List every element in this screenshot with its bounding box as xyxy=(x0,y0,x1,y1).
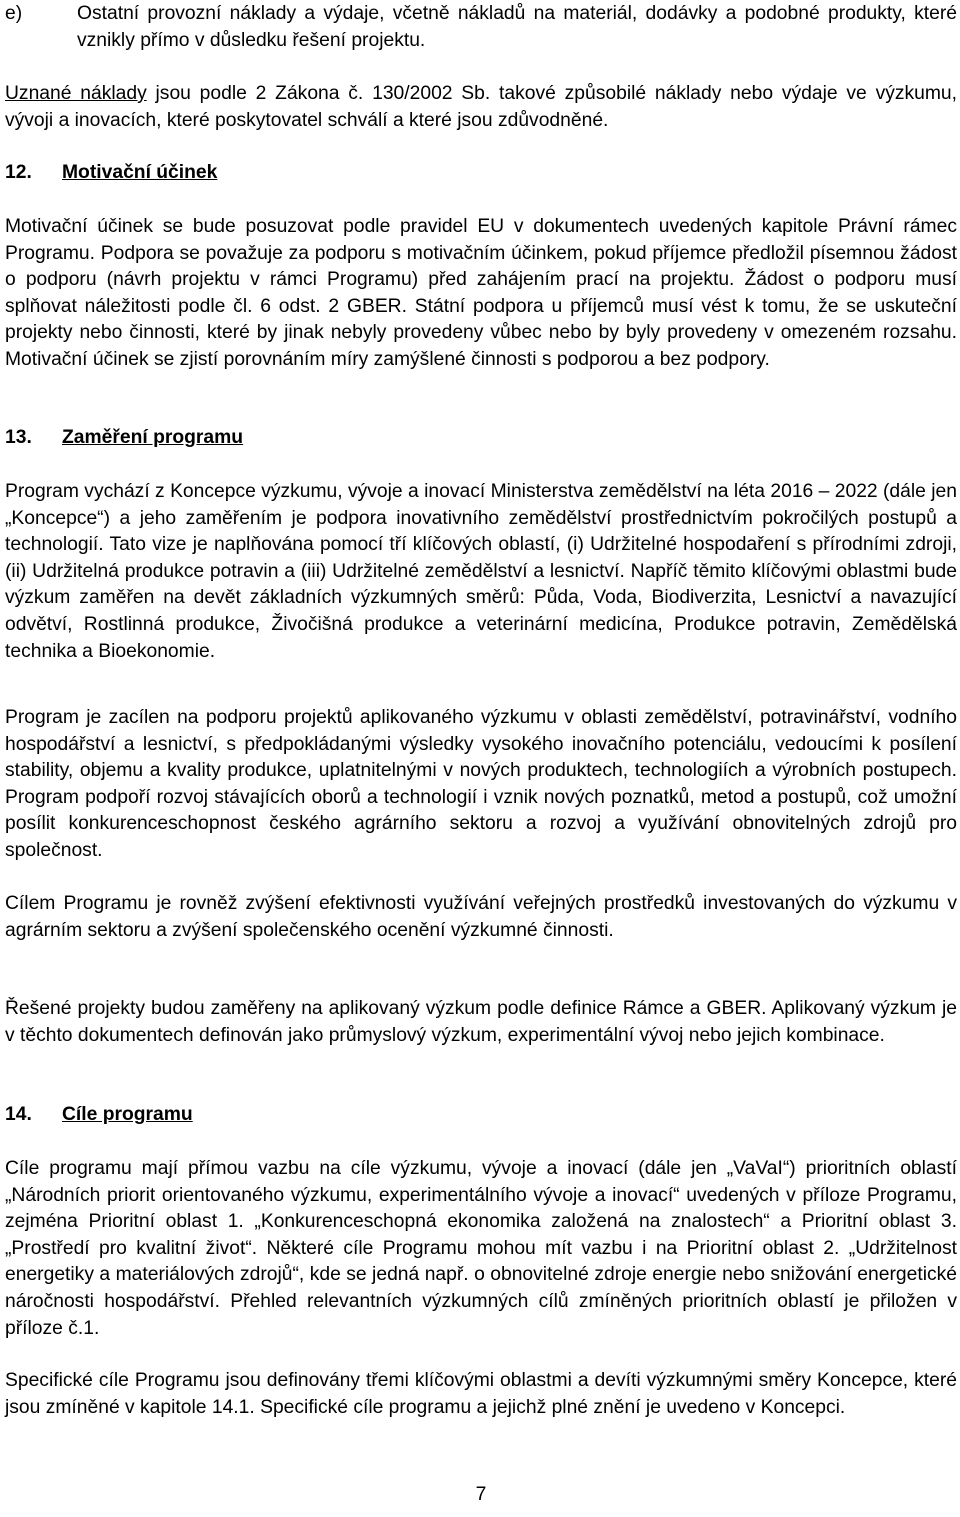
section-number: 13. xyxy=(5,427,32,448)
section-number: 14. xyxy=(5,1104,32,1125)
section-title: Motivační účinek xyxy=(62,162,218,183)
eligible-costs-term: Uznané náklady xyxy=(5,83,147,104)
section-title: Cíle programu xyxy=(62,1104,193,1125)
section-14-paragraph-1: Cíle programu mají přímou vazbu na cíle výzkumu, vývoje a inovací (dále jen „VaVaI“) prioritních oblastí „Národních priorit orientovaného výzkumu, experimentálního vývoje a inovací“ uvedených v příloze Programu, zejména Prioritní oblast 1. „Konkurenceschopná ekonomika založená na znalostech“ a Prioritní oblast 3. „Prostředí pro kvalitní život“. Některé cíle Programu mohou mít vazbu i na Prioritní oblast 2. „Udržitelnost energetiky a materiálových zdrojů“, kde se jedná např. o obnovitelné zdroje energie nebo snižování energetické náročnosti hospodářství. Přehled relevantních výzkumných cílů zmíněných prioritních oblastí je přiložen v příloze č.1. xyxy=(5,1158,957,1339)
document-page xyxy=(5,0,957,1517)
section-13-paragraph-2: Program je zacílen na podporu projektů aplikovaného výzkumu v oblasti zemědělství, potravinářství, vodního hospodářství a lesnictví, s předpokládanými výsledky vysokého inovačního potenciálu, vedoucími k posílení stability, objemu a kvality produkce, uplatnitelnými v nových produktech, technologiích a výrobních postupech. Program podpoří rozvoj stávajících oborů a technologií i vznik nových poznatků, metod a postupů, což umožní posílit konkurenceschopnost českého agrárního sektoru a rozvoj a využívání obnovitelných zdrojů pro společnost. xyxy=(5,707,957,861)
section-14-heading xyxy=(5,1102,193,1129)
eligible-costs-text: jsou podle 2 Zákona č. 130/2002 Sb. takové způsobilé náklady nebo výdaje ve výzkumu, vývoji a inovacích, které poskytovatel schválí a které jsou zdůvodněné. xyxy=(5,83,957,131)
list-item-label: e) xyxy=(5,3,23,24)
section-number: 12. xyxy=(5,162,32,183)
section-13-paragraph-4: Řešené projekty budou zaměřeny na aplikovaný výzkum podle definice Rámce a GBER. Aplikovaný výzkum je v těchto dokumentech definován jako průmyslový výzkum, experimentální vývoj nebo jejich kombinace. xyxy=(5,998,957,1046)
section-13-heading xyxy=(5,425,243,452)
section-12-heading xyxy=(5,160,217,187)
section-14-paragraph-2: Specifické cíle Programu jsou definovány třemi klíčovými oblastmi a devíti výzkumnými směry Koncepce, které jsou zmíněné v kapitole 14.1. Specifické cíle programu a jejichž plné znění je uvedeno v Koncepci. xyxy=(5,1370,957,1418)
section-13-paragraph-3: Cílem Programu je rovněž zvýšení efektivnosti využívání veřejných prostředků investovaných do výzkumu v agrárním sektoru a zvýšení společenského ocenění výzkumné činnosti. xyxy=(5,893,957,941)
list-item-e xyxy=(5,1,957,54)
list-item-text: Ostatní provozní náklady a výdaje, včetně nákladů na materiál, dodávky a podobné produkty, které vznikly přímo v důsledku řešení projektu. xyxy=(77,3,957,51)
section-12-paragraph-1: Motivační účinek se bude posuzovat podle pravidel EU v dokumentech uvedených kapitole Právní rámec Programu. Podpora se považuje za podporu s motivačním účinkem, pokud příjemce předložil písemnou žádost o podporu (návrh projektu v rámci Programu) před zahájením prací na projektu. Žádost o podporu musí splňovat náležitosti podle čl. 6 odst. 2 GBER. Státní podpora u příjemců musí vést k tomu, že se uskuteční projekty nebo činnosti, které by jinak nebyly provedeny vůbec nebo by byly provedeny v omezeném rozsahu. Motivační účinek se zjistí porovnáním míry zamýšlené činnosti s podporou a bez podpory. xyxy=(5,216,957,370)
page-number: 7 xyxy=(475,1484,487,1505)
section-title: Zaměření programu xyxy=(62,427,244,448)
section-13-paragraph-1: Program vychází z Koncepce výzkumu, vývoje a inovací Ministerstva zemědělství na léta 2016 – 2022 (dále jen „Koncepce“) a jeho zaměřením je podpora inovativního zemědělství prostřednictvím pokročilých postupů a technologií. Tato vize je naplňována pomocí tří klíčových oblastí, (i) Udržitelné hospodaření s přírodními zdroji, (ii) Udržitelná produkce potravin a (iii) Udržitelné zemědělství a lesnictví. Napříč těmito klíčovými oblastmi bude výzkum zaměřen na devět základních výzkumných směrů: Půda, Voda, Biodiverzita, Lesnictví a navazující odvětví, Rostlinná produkce, Živočišná produkce a veterinární medicína, Produkce potravin, Zemědělská technika a Bioekonomie. xyxy=(5,481,957,662)
eligible-costs-paragraph xyxy=(5,81,957,134)
